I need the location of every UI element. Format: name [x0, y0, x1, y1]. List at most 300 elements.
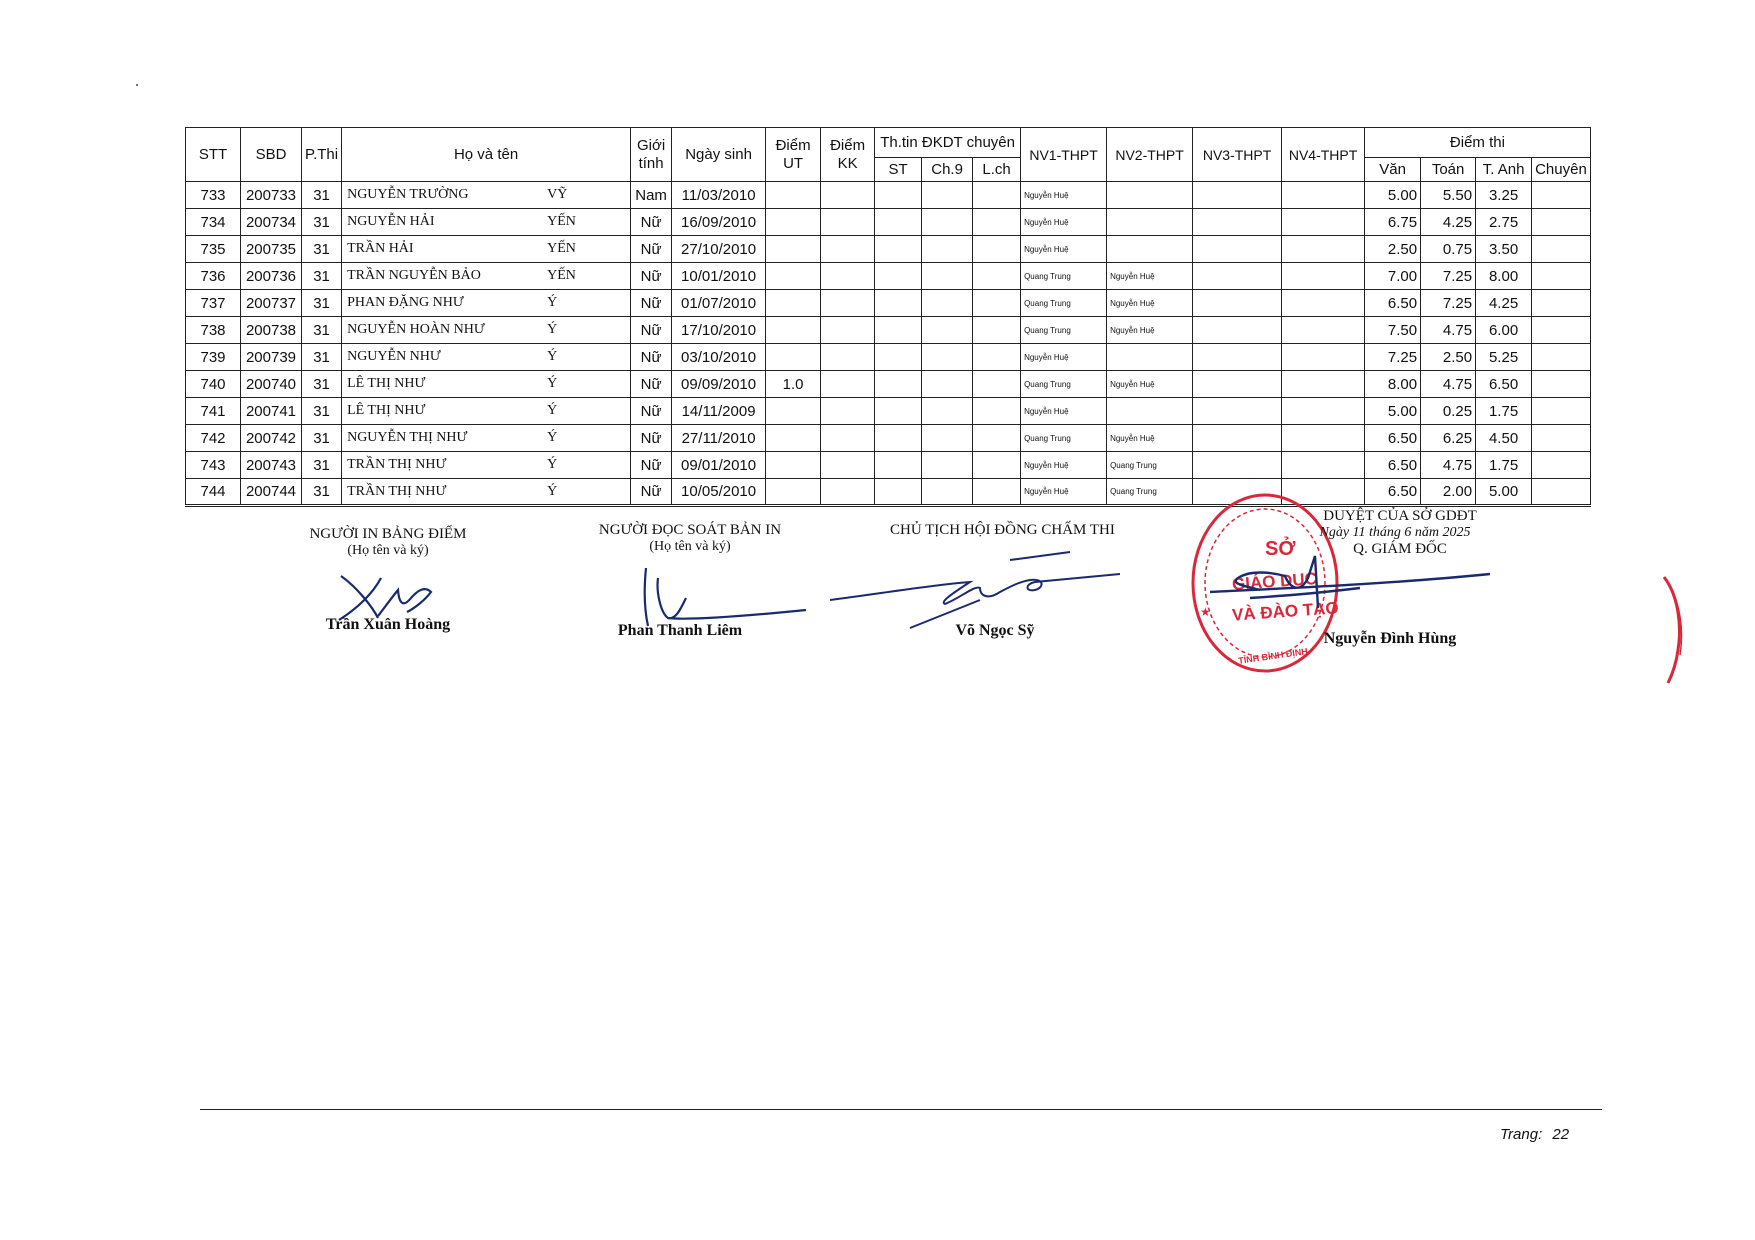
cell-ho-va-ten: [342, 398, 631, 425]
cell-ch9: [922, 317, 973, 344]
cell-nv1: Quang Trung: [1021, 371, 1107, 398]
cell-lch: [973, 236, 1021, 263]
cell-nv4: [1282, 398, 1365, 425]
cell-stt: 740: [186, 371, 241, 398]
cell-kk: [821, 236, 875, 263]
cell-kk: [821, 290, 875, 317]
cell-ho: NGUYỄN TRƯỜNG: [347, 187, 469, 202]
cell-ch9: [922, 209, 973, 236]
cell-gioi-tinh: Nam: [631, 182, 672, 209]
signature-director-name: Nguyễn Đình Hùng: [1323, 630, 1457, 647]
cell-ch9: [922, 479, 973, 506]
signature-chairman-title: CHỦ TỊCH HỘI ĐỒNG CHẤM THI: [890, 522, 1115, 538]
signature-chairman-name: Võ Ngọc Sỹ: [955, 622, 1035, 639]
cell-anh: 3.25: [1476, 182, 1532, 209]
cell-van: 6.50: [1365, 290, 1421, 317]
cell-sbd: 200743: [241, 452, 302, 479]
cell-sbd: 200734: [241, 209, 302, 236]
cell-ch9: [922, 425, 973, 452]
cell-nv3: [1193, 398, 1282, 425]
cell-st: [875, 452, 922, 479]
cell-kk: [821, 182, 875, 209]
header-diem-kk: [821, 128, 875, 182]
cell-stt: 742: [186, 425, 241, 452]
cell-nv4: [1282, 317, 1365, 344]
cell-st: [875, 371, 922, 398]
header-t-anh: T. Anh: [1476, 158, 1532, 182]
cell-nv4: [1282, 263, 1365, 290]
cell-lch: [973, 479, 1021, 506]
cell-nv1: Nguyễn Huệ: [1021, 344, 1107, 371]
cell-sbd: 200742: [241, 425, 302, 452]
cell-toan: 6.25: [1421, 425, 1476, 452]
cell-nv4: [1282, 290, 1365, 317]
cell-toan: 4.25: [1421, 209, 1476, 236]
cell-nv2: Nguyễn Huệ: [1107, 263, 1193, 290]
cell-lch: [973, 398, 1021, 425]
cell-ngay-sinh: 17/10/2010: [672, 317, 766, 344]
cell-ngay-sinh: 03/10/2010: [672, 344, 766, 371]
cell-ngay-sinh: 10/01/2010: [672, 263, 766, 290]
cell-lch: [973, 344, 1021, 371]
table-row: [186, 425, 1591, 452]
cell-ngay-sinh: 11/03/2010: [672, 182, 766, 209]
cell-anh: 3.50: [1476, 236, 1532, 263]
cell-nv2: [1107, 236, 1193, 263]
cell-phong: 31: [302, 398, 342, 425]
signature-printer-name: Trần Xuân Hoàng: [325, 616, 451, 633]
cell-st: [875, 182, 922, 209]
header-lch: L.ch: [973, 158, 1021, 182]
cell-nv3: [1193, 263, 1282, 290]
page-label: Trang:: [1500, 1126, 1543, 1143]
cell-sbd: 200735: [241, 236, 302, 263]
cell-ch9: [922, 371, 973, 398]
cell-nv4: [1282, 209, 1365, 236]
signature-proofreader: [560, 522, 820, 647]
cell-ho-va-ten: [342, 263, 631, 290]
cell-nv4: [1282, 236, 1365, 263]
cell-nv2: Quang Trung: [1107, 479, 1193, 506]
cell-ten: Ý: [547, 430, 558, 445]
cell-ho: NGUYỄN NHƯ: [347, 349, 441, 364]
cell-phong: 31: [302, 344, 342, 371]
cell-nv4: [1282, 182, 1365, 209]
stray-mark: [136, 84, 138, 86]
cell-ut: [766, 425, 821, 452]
header-nv3: NV3-THPT: [1193, 128, 1282, 182]
cell-nv3: [1193, 452, 1282, 479]
cell-ngay-sinh: 16/09/2010: [672, 209, 766, 236]
cell-lch: [973, 263, 1021, 290]
cell-ch9: [922, 290, 973, 317]
cell-sbd: 200741: [241, 398, 302, 425]
cell-stt: 739: [186, 344, 241, 371]
header-ngay-sinh: Ngày sinh: [672, 128, 766, 182]
signature-printer: [268, 526, 508, 646]
header-th-tin-group: Th.tin ĐKDT chuyên: [875, 128, 1021, 158]
cell-stt: 733: [186, 182, 241, 209]
cell-sbd: 200733: [241, 182, 302, 209]
cell-ten: Ý: [547, 295, 558, 310]
cell-nv2: Nguyễn Huệ: [1107, 290, 1193, 317]
cell-anh: 1.75: [1476, 452, 1532, 479]
cell-ho: LÊ THỊ NHƯ: [347, 403, 426, 418]
cell-chuyen: [1532, 290, 1591, 317]
cell-anh: 4.50: [1476, 425, 1532, 452]
cell-kk: [821, 425, 875, 452]
cell-van: 6.50: [1365, 425, 1421, 452]
cell-st: [875, 236, 922, 263]
cell-ch9: [922, 344, 973, 371]
cell-lch: [973, 452, 1021, 479]
header-gioi-tinh-text: Giới tính: [636, 136, 666, 172]
cell-toan: 7.25: [1421, 263, 1476, 290]
cell-anh: 8.00: [1476, 263, 1532, 290]
signature-director: [1230, 508, 1530, 658]
cell-anh: 5.00: [1476, 479, 1532, 506]
cell-ut: [766, 398, 821, 425]
cell-gioi-tinh: Nữ: [631, 425, 672, 452]
cell-chuyen: [1532, 182, 1591, 209]
cell-gioi-tinh: Nữ: [631, 236, 672, 263]
table-row: [186, 209, 1591, 236]
cell-ten: YẾN: [547, 241, 576, 256]
cell-ten: Ý: [547, 403, 558, 418]
cell-van: 8.00: [1365, 371, 1421, 398]
cell-ngay-sinh: 09/09/2010: [672, 371, 766, 398]
cell-lch: [973, 425, 1021, 452]
cell-van: 6.50: [1365, 479, 1421, 506]
cell-ho: TRẦN THỊ NHƯ: [347, 483, 447, 499]
score-table: [185, 127, 1591, 507]
signature-director-title: DUYỆT CỦA SỞ GDĐT: [1323, 508, 1477, 524]
cell-chuyen: [1532, 317, 1591, 344]
cell-phong: 31: [302, 425, 342, 452]
cell-ho: TRẦN NGUYỄN BẢO: [347, 268, 481, 283]
cell-stt: 737: [186, 290, 241, 317]
cell-ho: TRẦN HẢI: [347, 241, 414, 256]
cell-st: [875, 398, 922, 425]
cell-nv2: [1107, 182, 1193, 209]
cell-gioi-tinh: Nữ: [631, 263, 672, 290]
cell-van: 5.00: [1365, 398, 1421, 425]
cell-st: [875, 344, 922, 371]
cell-toan: 7.25: [1421, 290, 1476, 317]
cell-ho-va-ten: [342, 425, 631, 452]
cell-chuyen: [1532, 263, 1591, 290]
table-row: [186, 344, 1591, 371]
cell-ngay-sinh: 14/11/2009: [672, 398, 766, 425]
cell-nv2: Nguyễn Huệ: [1107, 317, 1193, 344]
cell-anh: 4.25: [1476, 290, 1532, 317]
cell-toan: 2.50: [1421, 344, 1476, 371]
cell-gioi-tinh: Nữ: [631, 209, 672, 236]
cell-ho-va-ten: [342, 452, 631, 479]
page-number: [1500, 1126, 1569, 1143]
cell-lch: [973, 209, 1021, 236]
cell-ho-va-ten: [342, 344, 631, 371]
cell-ten: Ý: [547, 376, 558, 391]
cell-nv1: Quang Trung: [1021, 425, 1107, 452]
cell-phong: 31: [302, 236, 342, 263]
cell-ut: [766, 452, 821, 479]
stamp-line-tinh: TỈNH BÌNH ĐỊNH: [1237, 646, 1309, 666]
cell-toan: 0.75: [1421, 236, 1476, 263]
cell-ten: Ý: [547, 457, 558, 472]
cell-chuyen: [1532, 398, 1591, 425]
cell-phong: 31: [302, 452, 342, 479]
cell-nv4: [1282, 344, 1365, 371]
cell-toan: 5.50: [1421, 182, 1476, 209]
cell-chuyen: [1532, 479, 1591, 506]
cell-ut: 1.0: [766, 371, 821, 398]
cell-nv4: [1282, 452, 1365, 479]
cell-ngay-sinh: 27/10/2010: [672, 236, 766, 263]
signature-director-role: Q. GIÁM ĐỐC: [1353, 541, 1447, 557]
cell-stt: 738: [186, 317, 241, 344]
cell-ngay-sinh: 09/01/2010: [672, 452, 766, 479]
stamp-line-giao-duc: GIÁO DỤC: [1231, 569, 1318, 594]
cell-ho-va-ten: [342, 317, 631, 344]
cell-stt: 743: [186, 452, 241, 479]
cell-nv2: [1107, 344, 1193, 371]
footer-divider: [200, 1109, 1602, 1110]
cell-gioi-tinh: Nữ: [631, 290, 672, 317]
cell-van: 2.50: [1365, 236, 1421, 263]
header-van: Văn: [1365, 158, 1421, 182]
cell-nv3: [1193, 209, 1282, 236]
table-body: [186, 182, 1591, 506]
cell-ch9: [922, 182, 973, 209]
cell-ho-va-ten: [342, 182, 631, 209]
cell-gioi-tinh: Nữ: [631, 344, 672, 371]
cell-ho: NGUYỄN HẢI: [347, 214, 435, 229]
cell-phong: 31: [302, 182, 342, 209]
cell-phong: 31: [302, 290, 342, 317]
signature-printer-title: NGƯỜI IN BẢNG ĐIỂM: [309, 526, 467, 542]
cell-gioi-tinh: Nữ: [631, 479, 672, 506]
cell-nv3: [1193, 236, 1282, 263]
cell-ten: YẾN: [547, 214, 576, 229]
cell-nv3: [1193, 290, 1282, 317]
cell-toan: 2.00: [1421, 479, 1476, 506]
cell-ho: TRẦN THỊ NHƯ: [347, 457, 447, 472]
cell-ut: [766, 236, 821, 263]
stamp-line-so: SỞ: [1265, 538, 1296, 560]
cell-nv3: [1193, 182, 1282, 209]
cell-ho-va-ten: [342, 479, 631, 506]
header-ho-va-ten: Họ và tên: [342, 128, 631, 182]
table-header: [186, 128, 1591, 182]
cell-nv1: Nguyễn Huệ: [1021, 452, 1107, 479]
cell-lch: [973, 317, 1021, 344]
cell-ngay-sinh: 27/11/2010: [672, 425, 766, 452]
signature-chairman-scribble: [830, 540, 1130, 630]
cell-st: [875, 290, 922, 317]
cell-ten: Ý: [547, 483, 558, 499]
signature-director-date: Ngày 11 tháng 6 năm 2025: [1319, 525, 1471, 540]
cell-nv3: [1193, 371, 1282, 398]
cell-kk: [821, 479, 875, 506]
cell-van: 7.25: [1365, 344, 1421, 371]
cell-ho-va-ten: [342, 290, 631, 317]
cell-nv4: [1282, 425, 1365, 452]
cell-st: [875, 263, 922, 290]
cell-kk: [821, 317, 875, 344]
signature-director-scribble: [1190, 548, 1500, 628]
cell-ten: YẾN: [547, 268, 576, 283]
table-row: [186, 317, 1591, 344]
cell-nv1: Quang Trung: [1021, 263, 1107, 290]
cell-gioi-tinh: Nữ: [631, 317, 672, 344]
header-diem-ut-text: Điểm UT: [775, 136, 811, 172]
stamp-star: ★: [1200, 605, 1211, 619]
table-row: [186, 479, 1591, 506]
cell-stt: 734: [186, 209, 241, 236]
cell-stt: 735: [186, 236, 241, 263]
header-st: ST: [875, 158, 922, 182]
table-row: [186, 371, 1591, 398]
cell-ngay-sinh: 10/05/2010: [672, 479, 766, 506]
cell-ch9: [922, 398, 973, 425]
cell-sbd: 200739: [241, 344, 302, 371]
cell-nv3: [1193, 344, 1282, 371]
signature-printer-subtitle: (Họ tên và ký): [347, 543, 429, 558]
cell-stt: 736: [186, 263, 241, 290]
header-nv4: NV4-THPT: [1282, 128, 1365, 182]
cell-toan: 4.75: [1421, 452, 1476, 479]
header-stt: STT: [186, 128, 241, 182]
header-diem-kk-text: Điểm KK: [830, 136, 866, 172]
cell-st: [875, 317, 922, 344]
cell-ch9: [922, 236, 973, 263]
cell-st: [875, 479, 922, 506]
cell-chuyen: [1532, 344, 1591, 371]
signature-chairman: [830, 522, 1160, 647]
cell-sbd: 200736: [241, 263, 302, 290]
cell-gioi-tinh: Nữ: [631, 371, 672, 398]
table-row: [186, 236, 1591, 263]
cell-lch: [973, 371, 1021, 398]
signature-printer-scribble: [333, 568, 443, 623]
header-gioi-tinh: [631, 128, 672, 182]
table-row: [186, 182, 1591, 209]
table-row: [186, 290, 1591, 317]
cell-kk: [821, 263, 875, 290]
cell-phong: 31: [302, 371, 342, 398]
cell-ut: [766, 317, 821, 344]
cell-anh: 5.25: [1476, 344, 1532, 371]
cell-chuyen: [1532, 209, 1591, 236]
cell-chuyen: [1532, 236, 1591, 263]
cell-nv2: Nguyễn Huệ: [1107, 425, 1193, 452]
cell-phong: 31: [302, 479, 342, 506]
signature-proofreader-title: NGƯỜI ĐỌC SOÁT BẢN IN: [598, 522, 782, 538]
cell-van: 6.75: [1365, 209, 1421, 236]
cell-ut: [766, 209, 821, 236]
cell-toan: 4.75: [1421, 317, 1476, 344]
cell-gioi-tinh: Nữ: [631, 452, 672, 479]
header-sbd: SBD: [241, 128, 302, 182]
cell-nv3: [1193, 317, 1282, 344]
cell-ut: [766, 344, 821, 371]
cell-kk: [821, 344, 875, 371]
cell-st: [875, 425, 922, 452]
cell-phong: 31: [302, 263, 342, 290]
cell-kk: [821, 398, 875, 425]
header-diem-ut: [766, 128, 821, 182]
cell-ten: VỸ: [547, 187, 568, 202]
cell-ten: Ý: [547, 322, 558, 337]
cell-ho: LÊ THỊ NHƯ: [347, 376, 426, 391]
cell-nv2: [1107, 209, 1193, 236]
cell-sbd: 200737: [241, 290, 302, 317]
page-value: 22: [1552, 1126, 1570, 1143]
cell-lch: [973, 290, 1021, 317]
cell-ho: PHAN ĐẶNG NHƯ: [347, 295, 464, 310]
cell-ut: [766, 479, 821, 506]
cell-van: 7.50: [1365, 317, 1421, 344]
cell-ch9: [922, 452, 973, 479]
cell-ten: Ý: [547, 349, 558, 364]
cell-nv1: Quang Trung: [1021, 290, 1107, 317]
cell-ch9: [922, 263, 973, 290]
cell-toan: 0.25: [1421, 398, 1476, 425]
cell-ut: [766, 263, 821, 290]
signature-proofreader-subtitle: (Họ tên và ký): [649, 539, 731, 554]
cell-sbd: 200738: [241, 317, 302, 344]
cell-ho-va-ten: [342, 236, 631, 263]
header-toan: Toán: [1421, 158, 1476, 182]
cell-ho: NGUYỄN HOÀN NHƯ: [347, 322, 485, 337]
cell-chuyen: [1532, 452, 1591, 479]
cell-phong: 31: [302, 317, 342, 344]
table-row: [186, 398, 1591, 425]
stamp-line-dao-tao: VÀ ĐÀO TẠO: [1231, 598, 1340, 625]
header-chuyen: Chuyên: [1532, 158, 1591, 182]
table-row: [186, 263, 1591, 290]
cell-nv1: Nguyễn Huệ: [1021, 182, 1107, 209]
cell-stt: 744: [186, 479, 241, 506]
cell-kk: [821, 371, 875, 398]
cell-ut: [766, 182, 821, 209]
cell-ngay-sinh: 01/07/2010: [672, 290, 766, 317]
cell-toan: 4.75: [1421, 371, 1476, 398]
table-row: [186, 452, 1591, 479]
cell-ho: NGUYỄN THỊ NHƯ: [347, 430, 468, 445]
cell-sbd: 200744: [241, 479, 302, 506]
cell-nv3: [1193, 425, 1282, 452]
cell-nv1: Nguyễn Huệ: [1021, 209, 1107, 236]
cell-sbd: 200740: [241, 371, 302, 398]
cell-lch: [973, 182, 1021, 209]
cell-chuyen: [1532, 425, 1591, 452]
cell-van: 6.50: [1365, 452, 1421, 479]
header-phong-thi: P.Thi: [302, 128, 342, 182]
header-ch9: Ch.9: [922, 158, 973, 182]
cell-nv4: [1282, 371, 1365, 398]
cell-nv1: Nguyễn Huệ: [1021, 479, 1107, 506]
cell-van: 5.00: [1365, 182, 1421, 209]
cell-phong: 31: [302, 209, 342, 236]
header-nv2: NV2-THPT: [1107, 128, 1193, 182]
cell-st: [875, 209, 922, 236]
cell-anh: 2.75: [1476, 209, 1532, 236]
cell-nv1: Nguyễn Huệ: [1021, 398, 1107, 425]
cell-ho-va-ten: [342, 371, 631, 398]
header-diem-thi-group: Điểm thi: [1365, 128, 1591, 158]
